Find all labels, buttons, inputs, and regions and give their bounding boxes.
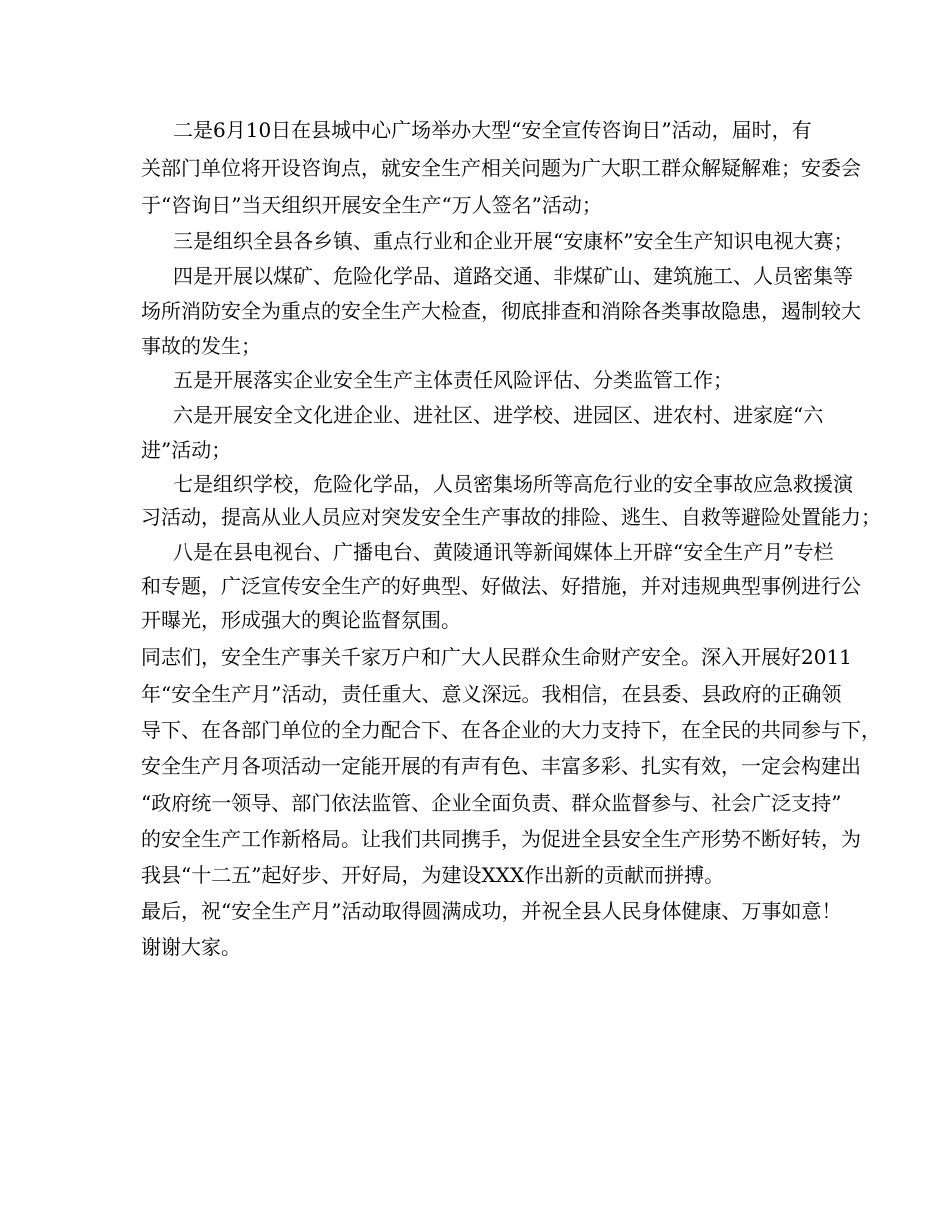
text-line: “政府统一领导、部门依法监管、企业全面负责、群众监督参与、社会广泛支持” (141, 791, 842, 815)
text-line: 关部门单位将开设咨询点，就安全生产相关问题为广大职工群众解疑解难；安委会 (141, 156, 861, 180)
text-line: 三是组织全县各乡镇、重点行业和企业开展“安康杯”安全生产知识电视大赛； (173, 229, 854, 253)
text-line: 导下、在各部门单位的全力配合下、在各企业的大力支持下，在全民的共同参与下， (141, 718, 881, 742)
text-line: 二是6月10日在县城中心广场举办大型“安全宣传咨询日”活动，届时，有 (173, 118, 812, 142)
text-line: 谢谢大家。 (141, 935, 241, 959)
text-line: 安全生产月各项活动一定能开展的有声有色、丰富多彩、扎实有效，一定会构建出 (141, 754, 861, 778)
text-line: 四是开展以煤矿、危险化学品、道路交通、非煤矿山、建筑施工、人员密集等 (173, 264, 853, 288)
text-line: 我县“十二五”起好步、开好局，为建设XXX作出新的贡献而拼搏。 (141, 863, 725, 887)
text-line: 和专题，广泛宣传安全生产的好典型、好做法、好措施，并对违规典型事例进行公 (141, 574, 861, 598)
text-line: 事故的发生； (141, 334, 261, 358)
text-line: 八是在县电视台、广播电台、黄陵通讯等新闻媒体上开辟“安全生产月”专栏 (173, 540, 834, 564)
text-line: 年“安全生产月”活动，责任重大、意义深远。我相信，在县委、县政府的正确领 (141, 682, 842, 706)
text-line: 五是开展落实企业安全生产主体责任风险评估、分类监管工作； (173, 368, 733, 392)
text-line: 的安全生产工作新格局。让我们共同携手，为促进全县安全生产形势不断好转，为 (141, 827, 861, 851)
text-line: 场所消防安全为重点的安全生产大检查，彻底排查和消除各类事故隐患，遏制较大 (141, 299, 861, 323)
text-line: 习活动，提高从业人员应对突发安全生产事故的排险、逃生、自救等避险处置能力； (141, 505, 881, 529)
text-line: 开曝光，形成强大的舆论监督氛围。 (141, 608, 461, 632)
text-line: 六是开展安全文化进企业、进社区、进学校、进园区、进农村、进家庭“六 (173, 403, 824, 427)
text-line: 七是组织学校，危险化学品，人员密集场所等高危行业的安全事故应急救援演 (173, 472, 853, 496)
text-line: 最后，祝“安全生产月”活动取得圆满成功，并祝全县人民身体健康、万事如意！ (141, 899, 842, 923)
text-line: 于“咨询日”当天组织开展安全生产“万人签名”活动； (141, 193, 602, 217)
text-line: 同志们，安全生产事关千家万户和广大人民群众生命财产安全。深入开展好2011 (141, 645, 852, 669)
text-line: 进”活动； (141, 438, 232, 462)
